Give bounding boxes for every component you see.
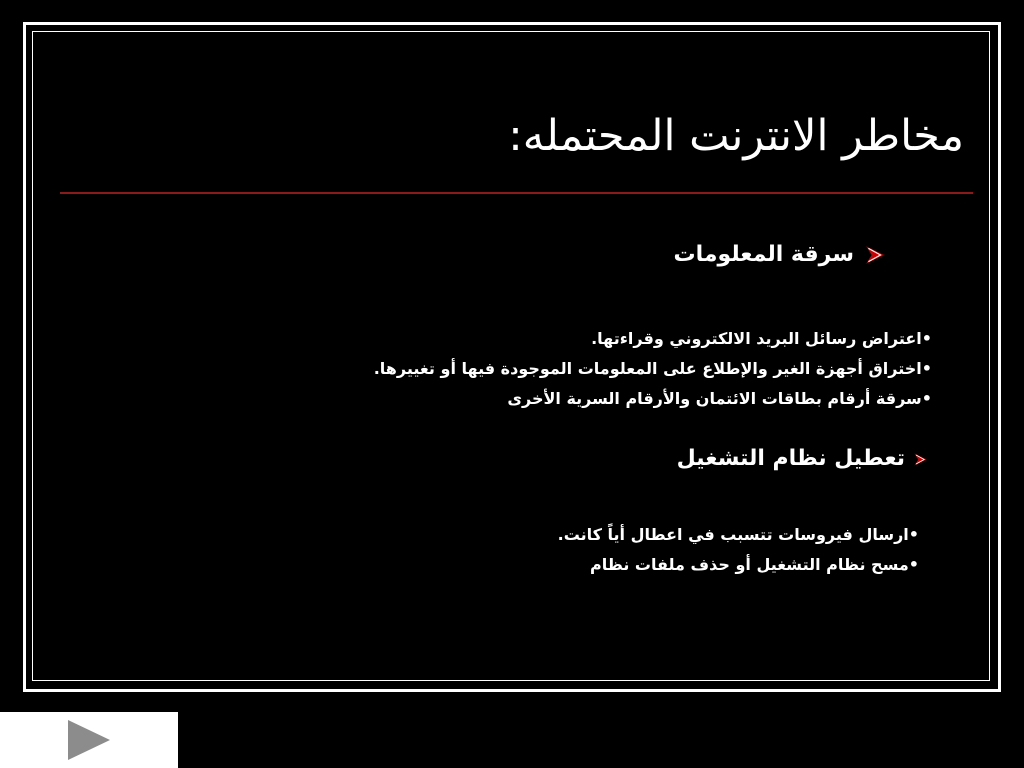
list-item: •اختراق أجهزة الغير والإطلاع على المعلومات الموجودة فيها أو تغييرها. (373, 359, 932, 378)
list-item: •سرقة أرقام بطاقات الائتمان والأرقام السرية الأخرى (507, 389, 932, 408)
slide-title: مخاطر الانترنت المحتمله: (508, 111, 964, 161)
list-item: •مسح نظام التشغيل أو حذف ملفات نظام (590, 555, 919, 574)
section-heading-information-theft (674, 240, 886, 270)
list-item: •ارسال فيروسات تتسبب في اعطال أياً كانت. (557, 525, 919, 544)
title-divider (60, 192, 973, 194)
section-heading-label: سرقة المعلومات (673, 242, 854, 267)
section-items-information-theft (374, 324, 932, 414)
section-items-os-disruption (558, 520, 919, 580)
section-heading-label: تعطيل نظام التشغيل (676, 446, 905, 471)
play-triangle-icon[interactable] (67, 719, 111, 761)
list-item: •اعتراض رسائل البريد الالكتروني وقراءتها. (591, 329, 932, 348)
checkmark-arrow-icon (864, 244, 886, 266)
checkmark-arrow-icon (913, 452, 928, 467)
section-heading-os-disruption (677, 444, 928, 474)
